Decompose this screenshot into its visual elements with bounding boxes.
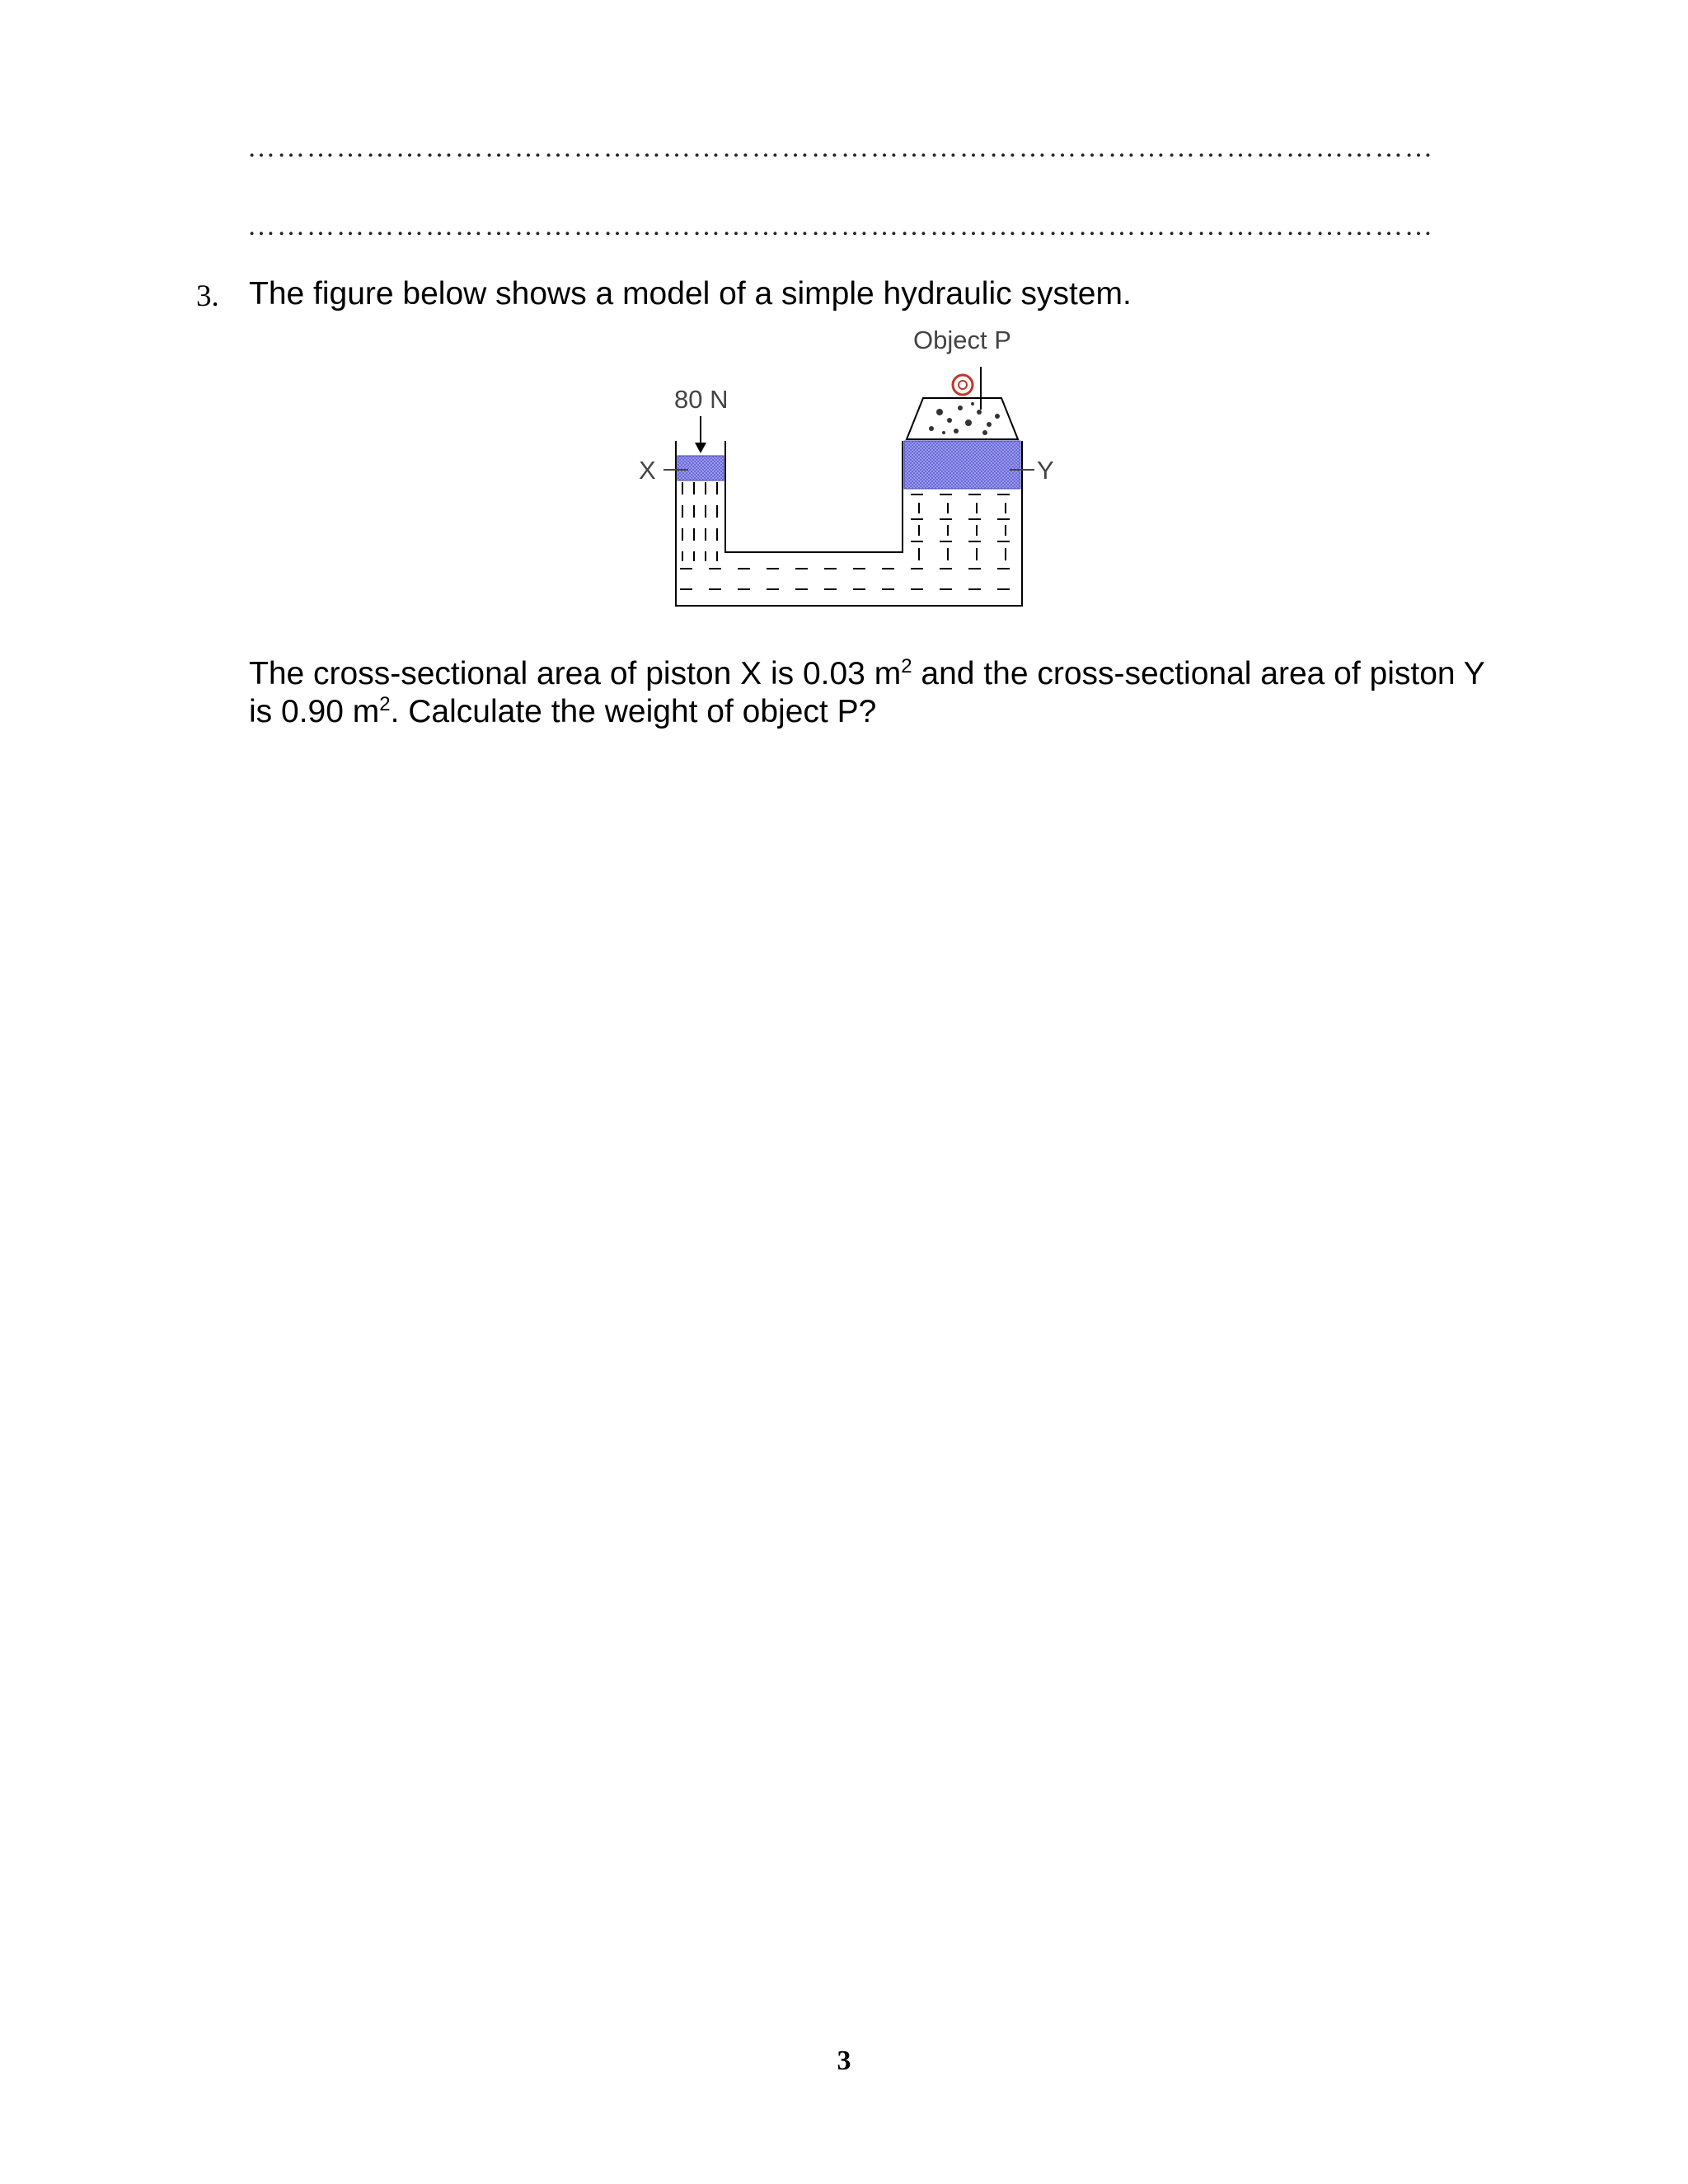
hydraulic-system-figure [635, 317, 1170, 614]
piston-y-label: Y [1037, 456, 1054, 485]
object-p-ring [953, 375, 973, 395]
force-label: 80 N [674, 385, 729, 414]
piston-x [678, 456, 724, 480]
question-text-1: The cross-sectional area of piston X is 0.03 m [249, 656, 902, 691]
piston-y [904, 441, 1020, 489]
answer-line-1: ………………………………………………………………………………………………………… [247, 140, 1434, 157]
superscript-2: 2 [379, 693, 391, 715]
question-intro: The figure below shows a model of a simple hydraulic system. [249, 276, 1132, 312]
piston-x-label: X [639, 456, 656, 485]
object-p-ring-inner [959, 381, 967, 389]
question-body [249, 655, 1485, 731]
object-p-label: Object P [913, 326, 1011, 354]
question-text-2: and the cross-sectional area of piston Y is 0.90 m [249, 656, 1485, 729]
container-inner-wall [725, 441, 903, 552]
question-text-3: . Calculate the weight of object P? [390, 694, 877, 729]
hydraulic-diagram [635, 317, 1170, 614]
question-number: 3. [196, 279, 219, 313]
superscript-1: 2 [901, 655, 912, 677]
force-arrow-head [695, 443, 706, 453]
answer-line-2: ………………………………………………………………………………………………………… [247, 218, 1434, 235]
object-p-body [907, 398, 1018, 439]
liquid-dashes [680, 482, 1010, 589]
page-number: 3 [837, 2046, 851, 2076]
